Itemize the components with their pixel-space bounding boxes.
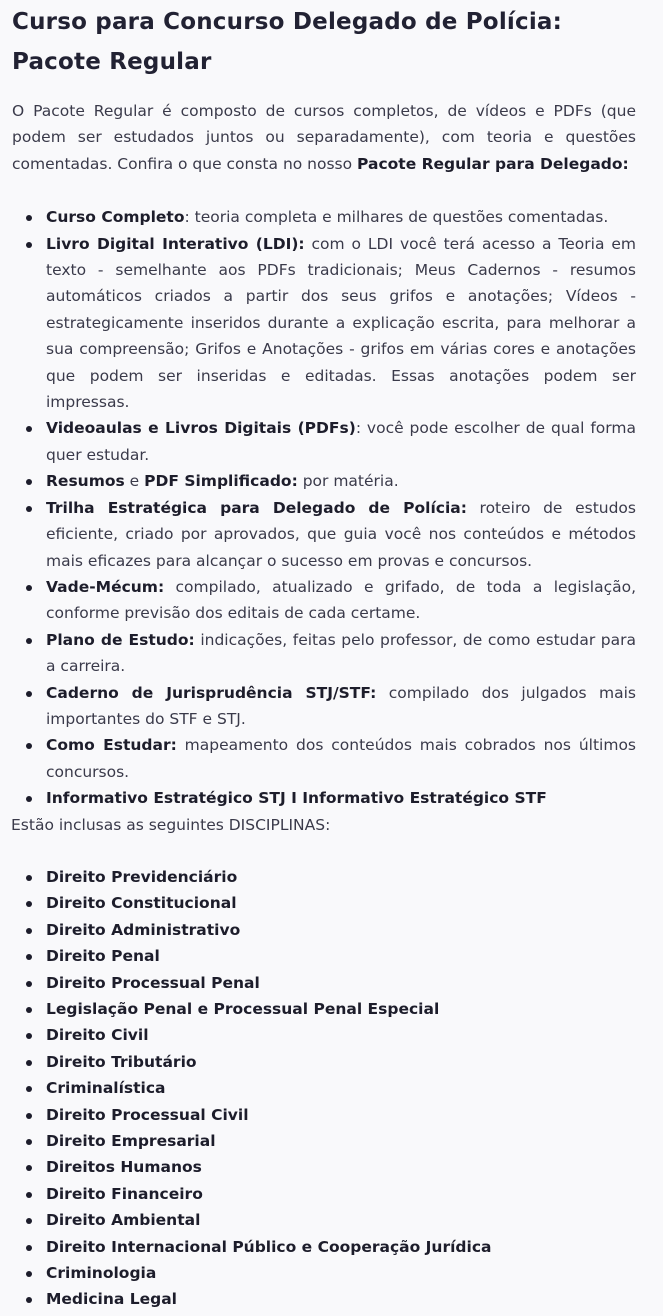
- feature-text: e: [124, 472, 145, 491]
- feature-item: [46, 231, 636, 416]
- feature-bold-text: PDF Simplificado:: [144, 472, 298, 491]
- feature-bold-text: Vade-Mécum:: [46, 577, 165, 596]
- discipline-item: Direito Constitucional: [46, 890, 636, 916]
- feature-bold-text: Resumos: [46, 472, 125, 491]
- feature-item: [46, 680, 636, 733]
- feature-text: roteiro de estudos eficiente, criado por aprovados, que guia você nos conteúdos e métodos mais eficazes para alcançar o sucesso em provas e concursos.: [46, 498, 636, 570]
- discipline-item: Direito Empresarial: [46, 1128, 636, 1154]
- feature-bold-text: Curso Completo: [46, 208, 185, 227]
- discipline-item: Direito Financeiro: [46, 1181, 636, 1207]
- discipline-item: Direitos Humanos: [46, 1154, 636, 1180]
- discipline-item: Direito Penal: [46, 943, 636, 969]
- feature-bold-text: Livro Digital Interativo (LDI):: [46, 234, 305, 253]
- feature-item: [46, 204, 636, 230]
- feature-bold-text: Informativo Estratégico STJ I Informativo Estratégico STF: [46, 789, 547, 808]
- intro-bold: Pacote Regular para Delegado:: [357, 154, 629, 173]
- feature-text: com o LDI você terá acesso a Teoria em texto - semelhante aos PDFs tradicionais; Meus Cadernos - resumos automáticos criados a partir dos seus grifos e anotações; Vídeos - estrategicamente inseridos durante a explicação escrita, para melhorar a sua compreensão; Grifos e Anotações - grifos em várias cores e anotações que podem ser inseridas e editadas. Essas anotações podem ser impressas.: [46, 234, 636, 412]
- feature-bold-text: Trilha Estratégica para Delegado de Polícia:: [46, 498, 467, 517]
- feature-item: [46, 415, 636, 468]
- feature-text: : teoria completa e milhares de questões comentadas.: [184, 208, 609, 227]
- feature-item: [46, 627, 636, 680]
- discipline-item: Direito Processual Penal: [46, 970, 636, 996]
- discipline-item: Legislação Penal e Processual Penal Especial: [46, 996, 636, 1022]
- intro-paragraph: [12, 98, 636, 177]
- discipline-item: Direito Civil: [46, 1022, 636, 1048]
- feature-item: [46, 495, 636, 574]
- discipline-list: [12, 864, 636, 1313]
- feature-list: [12, 204, 636, 811]
- feature-bold-text: Plano de Estudo:: [46, 630, 195, 649]
- feature-text: mapeamento dos conteúdos mais cobrados nos últimos concursos.: [46, 736, 637, 781]
- discipline-item: Criminalística: [46, 1075, 636, 1101]
- discipline-item: Direito Tributário: [46, 1049, 636, 1075]
- feature-item: [46, 468, 636, 494]
- discipline-item: Direito Internacional Público e Cooperação Jurídica: [46, 1234, 636, 1260]
- discipline-item: Criminologia: [46, 1260, 636, 1286]
- feature-text: indicações, feitas pelo professor, de como estudar para a carreira.: [46, 630, 637, 676]
- discipline-item: Direito Processual Civil: [46, 1102, 636, 1128]
- discipline-item: Direito Ambiental: [46, 1207, 636, 1233]
- feature-text: compilado dos julgados mais importantes do STF e STJ.: [46, 683, 636, 728]
- feature-bold-text: Videoaulas e Livros Digitais (PDFs): [46, 419, 356, 438]
- feature-item: [46, 732, 636, 785]
- feature-text: : você pode escolher de qual forma quer estudar.: [46, 419, 636, 464]
- feature-bold-text: Como Estudar:: [46, 736, 177, 755]
- feature-item: [46, 574, 636, 627]
- discipline-item: Direito Previdenciário: [46, 864, 636, 890]
- feature-item: [46, 785, 636, 811]
- discipline-item: Medicina Legal: [46, 1286, 636, 1312]
- intro-text: O Pacote Regular é composto de cursos completos, de vídeos e PDFs (que podem ser estudados juntos ou separadamente), com teoria e questões comentadas. Confira o que consta no nosso: [12, 102, 636, 173]
- discipline-item: Direito Administrativo: [46, 917, 636, 943]
- feature-bold-text: Caderno de Jurisprudência STJ/STF:: [46, 683, 377, 702]
- feature-text: por matéria.: [297, 472, 399, 491]
- feature-text: compilado, atualizado e grifado, de toda a legislação, conforme previsão dos editais de cada certame.: [46, 577, 636, 623]
- disciplines-intro: Estão inclusas as seguintes DISCIPLINAS:: [11, 815, 331, 834]
- page-title: Curso para Concurso Delegado de Polícia: Pacote Regular: [12, 9, 563, 75]
